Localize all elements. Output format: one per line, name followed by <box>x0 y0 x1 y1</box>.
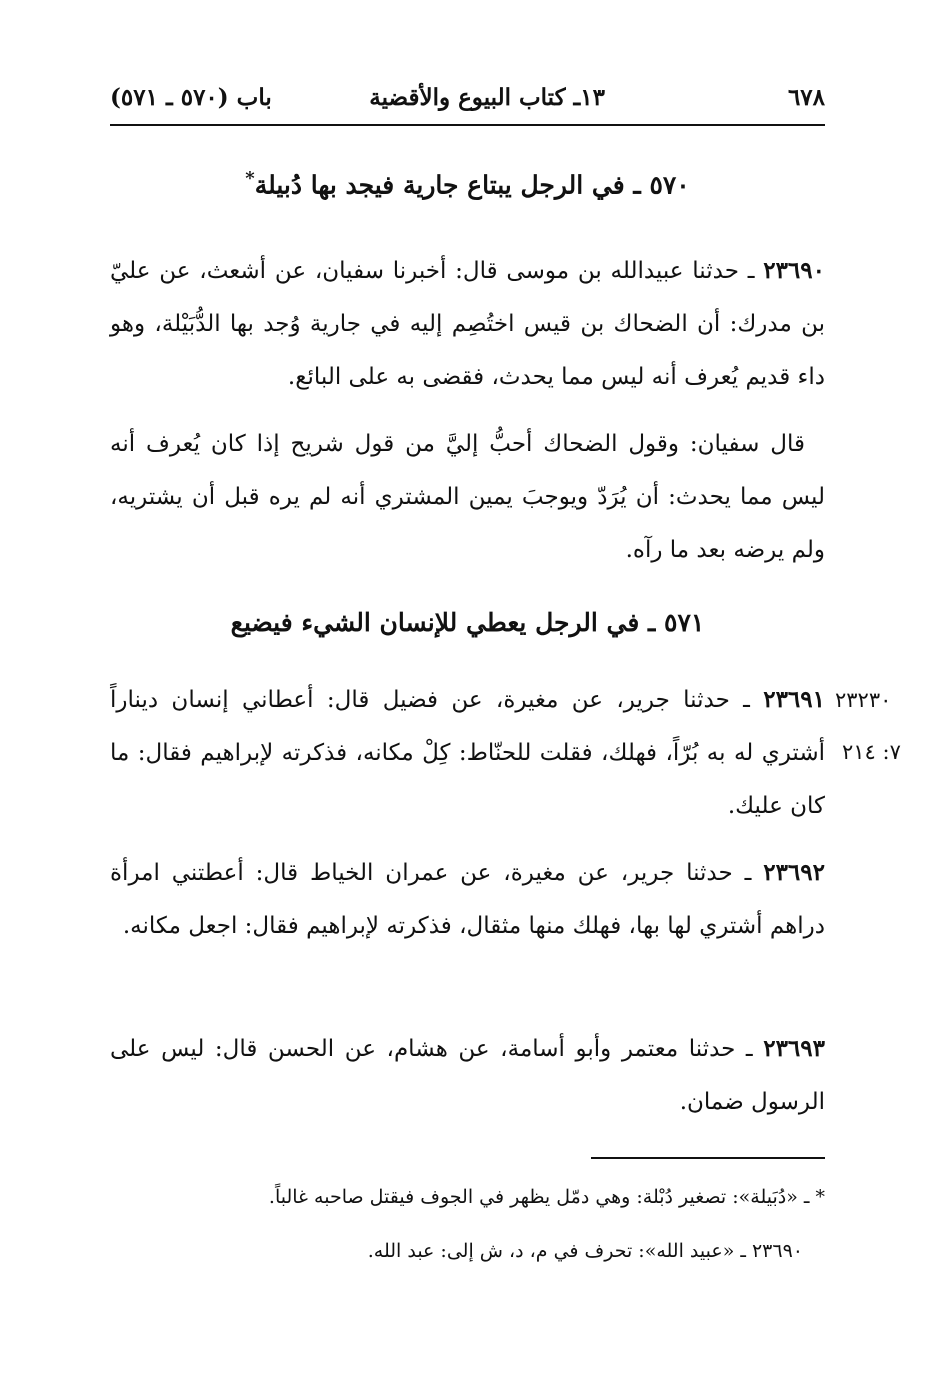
book-title: ١٣ـ كتاب البيوع والأقضية <box>369 84 605 111</box>
header-divider <box>110 124 825 126</box>
hadith-text: ـ حدثنا جرير، عن مغيرة، عن فضيل قال: أعطاني إنسان ديناراً أشتري له به بُرّاً، فهلك، فقلت للحنّاط: كِلْ مكانه، فذكرته لإبراهيم فقال: ما كان عليك. <box>110 687 825 819</box>
footnote-text: ٢٣٦٩٠ ـ «عبيد الله»: تحرف في م، د، ش إلى: عبد الله. <box>367 1240 803 1262</box>
section-title-text: ٥٧٠ ـ في الرجل يبتاع جارية فيجد بها دُبيلة <box>254 170 690 200</box>
hadith-text: ـ حدثنا جرير، عن مغيرة، عن عمران الخياط قال: أعطتني امرأة دراهم أشتري لها بها، فهلك منها مثقال، فذكرته لإبراهيم فقال: اجعل مكانه. <box>110 860 825 939</box>
hadith-text: ـ حدثنا عبيدالله بن موسى قال: أخبرنا سفيان، عن أشعث، عن عليّ بن مدرك: أن الضحاك بن قيس اختُصِم إليه في جارية وُجد بها الدُّبَيْلة، وهو داء قديم يُعرف أنه ليس مما يحدث، فقضى به على البائع. <box>110 258 825 390</box>
footnote <box>110 1236 825 1266</box>
hadith-paragraph <box>110 244 825 404</box>
hadith-paragraph <box>110 1022 825 1129</box>
section-title-570 <box>110 168 825 199</box>
chapter-range: باب (٥٧٠ ـ ٥٧١) <box>110 84 272 111</box>
section-title-571 <box>110 608 825 637</box>
margin-reference-number: ٢٣٢٣٠ <box>835 688 892 712</box>
footnote-marker: * <box>245 168 255 189</box>
hadith-text: ـ حدثنا معتمر وأبو أسامة، عن هشام، عن الحسن قال: ليس على الرسول ضمان. <box>110 1036 825 1115</box>
commentary-text: قال سفيان: وقول الضحاك أحبُّ إليَّ من قول شريح إذا كان يُعرف أنه ليس مما يحدث: أن يُرَدّ ويوجبَ يمين المشتري أنه لم يره قبل أن يشتريه، ولم يرضه بعد ما رآه. <box>110 431 825 563</box>
hadith-number: ٢٣٦٩٠ <box>763 257 825 284</box>
hadith-paragraph <box>110 673 825 833</box>
margin-volume-reference: ٧: ٢١٤ <box>842 740 901 764</box>
footnote-divider <box>591 1157 825 1159</box>
hadith-number: ٢٣٦٩٣ <box>763 1035 825 1062</box>
hadith-number: ٢٣٦٩٢ <box>763 859 825 886</box>
section-title-text: ٥٧١ ـ في الرجل يعطي للإنسان الشيء فيضيع <box>230 608 705 637</box>
running-header <box>110 78 825 118</box>
hadith-paragraph <box>110 846 825 953</box>
hadith-number: ٢٣٦٩١ <box>763 686 825 713</box>
commentary-paragraph <box>110 418 825 577</box>
footnote-text: * ـ «دُبَيلة»: تصغير دُبْلة: وهي دمّل يظهر في الجوف فيقتل صاحبه غالباً. <box>268 1186 825 1208</box>
page-number: ٦٧٨ <box>787 84 825 111</box>
footnote <box>110 1182 825 1212</box>
